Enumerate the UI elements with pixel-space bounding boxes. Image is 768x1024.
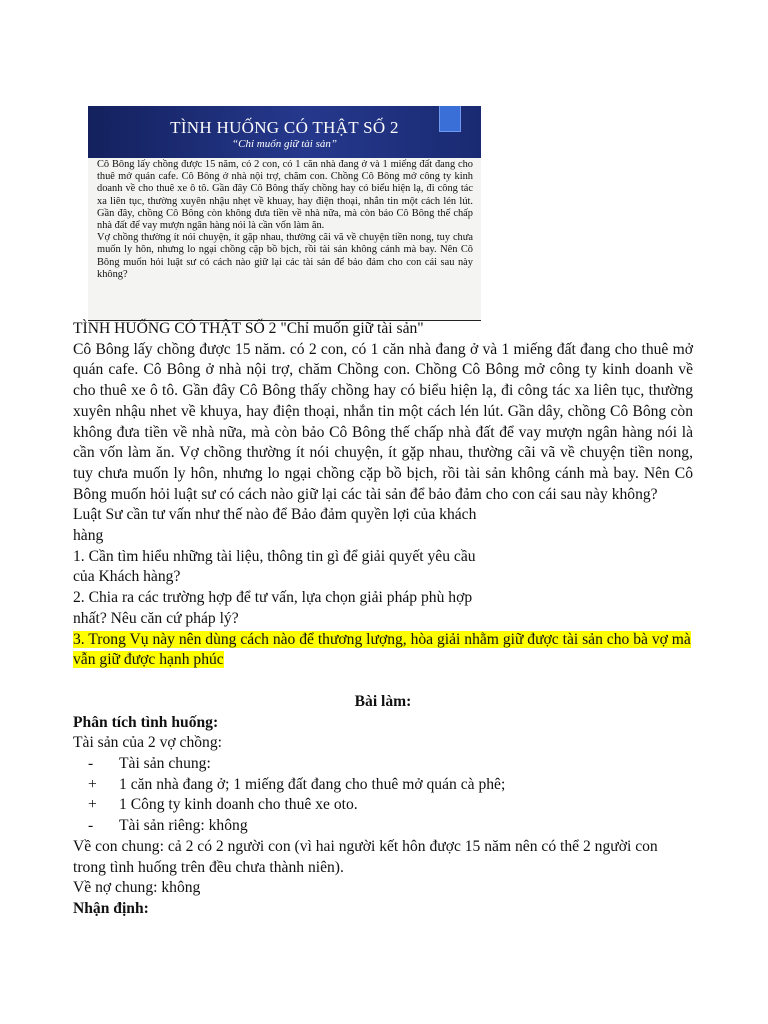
list-marker: + [88,796,97,814]
question-2-line-1: 2. Chia ra các trường hợp để tư vấn, lựa chọn giải pháp phù hợp [73,589,473,607]
list-item-text: 1 Công ty kinh doanh cho thuê xe oto. [119,796,358,814]
question-3 [73,630,693,671]
list-item [73,754,693,775]
spacer [73,671,693,692]
figure-subtitle: “Chỉ muốn giữ tài sản” [231,138,338,150]
question-line-2: hàng [73,527,104,545]
list-item [73,795,693,816]
children-paragraph: Về con chung: cả 2 có 2 người con (vì hai người kết hôn được 15 năm nên có thể 2 người con trong tình huống trên đều chưa thành niên). [73,837,658,876]
list-item [73,816,693,837]
figure-paragraph-2: Vợ chồng thường ít nói chuyện, ít gặp nhau, thường cãi vã về chuyện tiền nong, tuy chưa muốn ly hôn, nhưng lo ngại chồng cặp bồ bịch, rồi tài sản không cánh mà bay. Nên Cô Bông muốn hỏi luật sư có cách nào giữ lại các tài sản để bảo đảm cho con cái sau này không? [97,232,473,280]
question-1-line-1: 1. Cần tìm hiểu những tài liệu, thông tin gì để giải quyết yêu cầu [73,547,476,565]
list-marker: - [88,755,94,773]
assessment-title: Nhận định: [73,899,149,917]
question-line-1: Luật Sư cần tư vấn như thế nào để Bảo đảm quyền lợi của khách [73,506,477,524]
debt-paragraph: Về nợ chung: không [73,879,201,897]
list-item-text: Tài sản chung: [119,755,211,773]
assets-intro: Tài sản của 2 vợ chồng: [73,734,222,752]
case-figure [88,106,481,321]
list-item [73,775,693,796]
list-item-text: Tài sản riêng: không [119,817,248,835]
question-1-line-2: của Khách hàng? [73,568,181,586]
list-marker: + [88,775,97,793]
figure-paragraph-1: Cô Bông lấy chồng được 15 năm, có 2 con, có 1 căn nhà đang ở và 1 miếng đất đang cho thuê mở quán cafe. Cô Bông ở nhà nội trợ, chăm con. Chồng Cô Bông mở công ty kinh doanh về cho thuê xe ô tô. Gần đây Cô Bông thấy chồng hay có biểu hiện lạ, đi công tác xa liên tục, thường xuyên nhậu nhẹt về khuay, hay điện thoại, nhắn tin một cách lén lút. Gần đây, chồng Cô Bông còn không đưa tiền về nhà nữa, mà còn bảo Cô Bông thế chấp nhà đất để vay mượn ngân hàng nói là cần vốn làm ăn. [97,159,473,232]
analysis-title: Phân tích tình huống: [73,713,219,731]
question-2-line-2: nhất? Nêu căn cứ pháp lý? [73,609,239,627]
case-heading: TÌNH HUỐNG CÓ THẬT SỐ 2 "Chỉ muốn giữ tài sản" [73,320,424,337]
list-marker: - [88,817,94,835]
figure-body [97,159,473,281]
document-body [73,319,693,920]
list-item-text: 1 căn nhà đang ở; 1 miếng đất đang cho thuê mở quán cà phê; [119,775,506,793]
figure-banner [88,106,481,158]
case-intro: Cô Bông lấy chồng được 15 năm. có 2 con, có 1 căn nhà đang ở và 1 miếng đất đang cho thuê mở quán cafe. Cô Bông ở nhà nội trợ, chăm Chồng con. Chồng Cô Bông mở công ty kinh doanh về cho thuê xe ô tô. Gần đây Cô Bông thấy chồng hay có biểu hiện lạ, đi công tác xa liên tục, thường xuyên nhậu nhet về khuya, hay điện thoại, nhắn tin một cách lén lút. Gần dây, chồng Cô Bông còn không đưa tiền về nhà nữa, mà còn bảo Cô Bông thế chấp nhà đất để vay mượn ngân hàng nói là cần vốn làm ăn. Vợ chồng thường ít nói chuyện, ít gặp nhau, thường cãi vã về chuyện tiền nong, tuy chưa muốn ly hôn, nhưng lo ngại chồng cặp bồ bịch, rồi tài sản không cánh mà bay. Nên Cô Bông muốn hỏi luật sư có cách nào giữ lại các tài sản để bảo đảm cho con cái sau này không? [73,340,693,503]
figure-title: TÌNH HUỐNG CÓ THẬT SỐ 2 [170,118,399,137]
question-3-highlight: 3. Trong Vụ này nên dùng cách nào để thương lượng, hòa giải nhằm giữ được tài sản cho bà vợ mà vẫn giữ được hạnh phúc [73,630,691,669]
answer-title: Bài làm: [354,692,412,710]
